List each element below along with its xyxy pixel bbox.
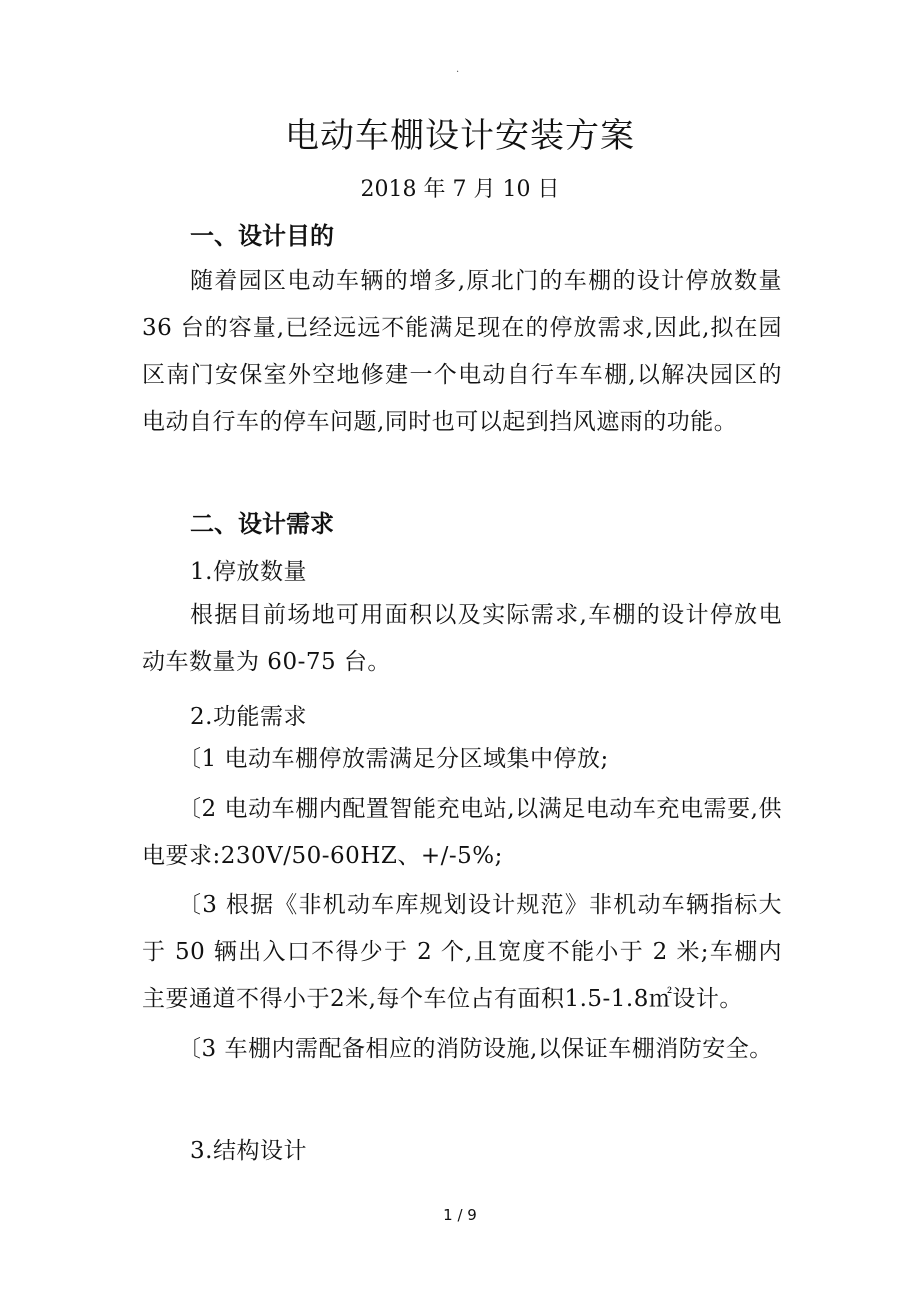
requirement-3: 〔3 根据《非机动车库规划设计规范》非机动车辆指标大于 50 辆出入口不得少于 2 个,且宽度不能小于 2 米;车棚内主要通道不得小于2米,每个车位占有面积1.5-1.8㎡设计。 — [142, 892, 782, 1012]
subheading-parking-count: 1.停放数量 — [190, 559, 307, 585]
subheading-structure-design: 3.结构设计 — [190, 1138, 307, 1164]
document-date: 2018 年 7 月 10 日 — [360, 177, 560, 202]
paragraph-parking-count: 根据目前场地可用面积以及实际需求,车棚的设计停放电动车数量为 60-75 台。 — [142, 602, 782, 675]
requirement-2: 〔2 电动车棚内配置智能充电站,以满足电动车充电需要,供电要求:230V/50-60HZ、+/-5%; — [142, 796, 782, 869]
top-mark: . — [456, 64, 460, 75]
paragraph-purpose: 随着园区电动车辆的增多,原北门的车棚的设计停放数量 36 台的容量,已经远远不能满足现在的停放需求,因此,拟在园区南门安保室外空地修建一个电动自行车车棚,以解决园区的电动自行车的停车问题,同时也可以起到挡风遮雨的功能。 — [142, 268, 782, 435]
page-number: 1 / 9 — [443, 1206, 477, 1224]
subheading-functional-requirements: 2.功能需求 — [190, 704, 307, 730]
document-title: 电动车棚设计安装方案 — [285, 116, 635, 156]
section-heading-requirements: 二、设计需求 — [190, 510, 334, 538]
section-heading-purpose: 一、设计目的 — [190, 222, 334, 250]
requirement-4: 〔3 车棚内需配备相应的消防设施,以保证车棚消防安全。 — [178, 1036, 773, 1062]
requirement-1: 〔1 电动车棚停放需满足分区域集中停放; — [178, 746, 609, 772]
